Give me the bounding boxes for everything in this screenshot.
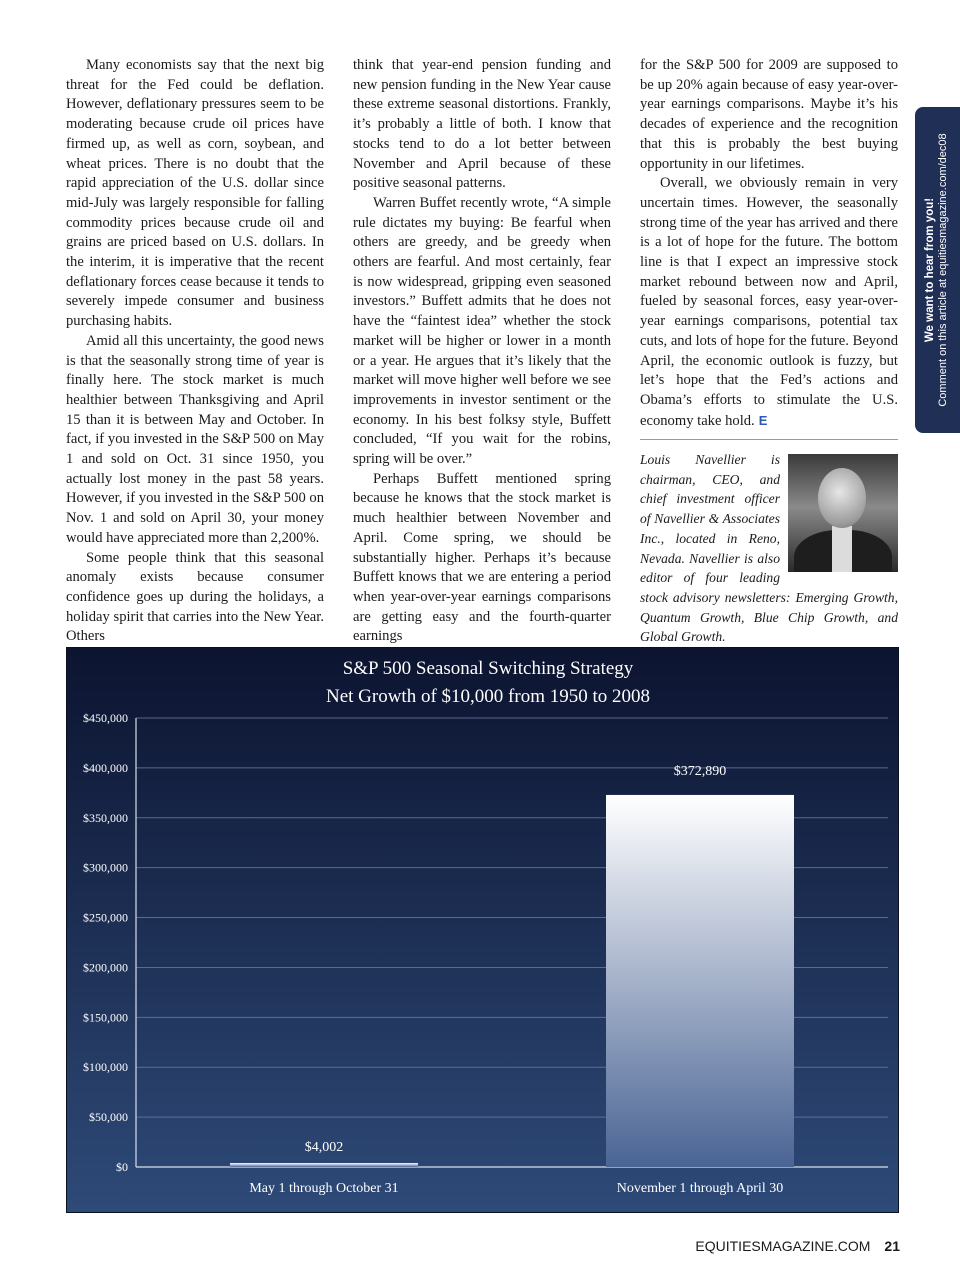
- bar-value-label: $372,890: [673, 763, 727, 779]
- y-tick-label: $400,000: [83, 760, 128, 775]
- y-tick-label: $450,000: [83, 711, 128, 725]
- feedback-link[interactable]: Comment on this article at equitiesmagazine.com/dec08: [937, 133, 949, 407]
- end-of-article-mark: E: [758, 412, 768, 428]
- y-tick-label: $50,000: [89, 1110, 128, 1125]
- bar-value-label: $4,002: [304, 1140, 344, 1156]
- article-paragraph: Amid all this uncertainty, the good news is that the seasonally strong time of year is finally here. The stock market is much healthier between Thanksgiving and April 15 than it is between May and October. In fact, if you invested in the S&P 500 on May 1 and sold on Oct. 31 since 1950, you actually lost money in the past 58 years. However, if you invested in the S&P 500 on Nov. 1 and sold on April 30, your money would have appreciated more than 2,200%.: [66, 332, 324, 546]
- chart-subtitle: Net Growth of $10,000 from 1950 to 2008: [325, 686, 651, 707]
- feedback-heading: We want to hear from you!: [924, 197, 936, 343]
- article-paragraph: Perhaps Buffett mentioned spring because he knows that the stock market is much healthier between November and April. Come spring, we should be substantially higher. Perhaps it’s because Buffett knows that we are entering a period when year-over-year earnings comparisons are getting easy and the fourth-quarter earnings: [353, 470, 611, 645]
- feedback-side-tab[interactable]: [915, 107, 960, 433]
- y-tick-label: $150,000: [83, 1010, 128, 1025]
- chart-canvas: [67, 648, 898, 1212]
- seasonal-strategy-chart: [66, 647, 899, 1213]
- x-category-label: November 1 through April 30: [616, 1181, 784, 1196]
- bio-divider: [640, 439, 898, 440]
- x-category-label: May 1 through October 31: [249, 1181, 399, 1196]
- author-bio: [640, 450, 898, 647]
- y-tick-label: $100,000: [83, 1060, 128, 1075]
- page-footer: [660, 1238, 900, 1254]
- article-paragraph: for the S&P 500 for 2009 are supposed to be up 20% again because of easy year-over-year earnings comparisons. Maybe it’s his decades of experience and the recognition that this is probably the best buying opportunity in our lifetimes.: [640, 57, 898, 172]
- page-number: 21: [884, 1238, 900, 1254]
- article-closing-text: Overall, we obviously remain in very uncertain times. However, the seasonally strong time of the year has arrived and there is a lot of hope for the future. The bottom line is that I expect an impressive stock market rebound between now and April, fueled by seasonal forces, easy year-over-year earnings comparisons, potential tax cuts, and lots of hope for the future. Beyond April, the economic outlook is fuzzy, but let’s hope that the Fed’s actions and Obama’s efforts to stimulate the U.S. economy take hold.: [640, 175, 898, 429]
- chart-title: S&P 500 Seasonal Switching Strategy: [342, 658, 634, 679]
- article-column-1: [66, 56, 324, 647]
- article-paragraph: Some people think that this seasonal anomaly exists because consumer confidence goes up during the holidays, a holiday spirit that carries into the New Year. Others: [66, 549, 324, 645]
- article-column-3: [640, 56, 898, 431]
- y-tick-label: $300,000: [83, 860, 128, 875]
- y-tick-label: $250,000: [83, 910, 128, 925]
- article-column-2: [353, 56, 611, 647]
- bar: [230, 1163, 418, 1167]
- footer-site: EQUITIESMAGAZINE.COM: [695, 1238, 871, 1254]
- y-tick-label: $350,000: [83, 810, 128, 825]
- author-bio-text: Louis Navellier is chairman, CEO, and chief investment officer of Navellier & Associates Inc., located in Reno, Nevada. Navellier is also editor of four leading stock advisory newsletters: Emerging Growth, Quantum Growth, Blue Chip Growth, and Global Growth.: [640, 452, 898, 645]
- y-tick-label: $0: [116, 1160, 128, 1174]
- article-paragraph: Warren Buffet recently wrote, “A simple rule dictates my buying: Be fearful when others are greedy, and be greedy when others are fearful. And most certainly, fear is now widespread, gripping even seasoned investors.” Buffett admits that he does not have the “faintest idea” whether the stock market will be higher or lower in a month or a year. He argues that it’s likely that the market will move higher well before we see improvements in investor sentiment or the economy. In his best folksy style, Buffett concluded, “If you wait for the robins, spring will be over.”: [353, 194, 611, 468]
- article-paragraph: think that year-end pension funding and new pension funding in the New Year cause these extreme seasonal distortions. Frankly, it’s probably a little of both. I know that stocks tend to do a lot better between November and April because of these positive seasonal patterns.: [353, 57, 611, 192]
- article-paragraph: Many economists say that the next big threat for the Fed could be deflation. However, deflationary pressures seem to be moderating because crude oil prices have firmed up, as well as corn, soybean, and wheat prices. There is no doubt that the rapid appreciation of the U.S. dollar since mid-July was largely responsible for falling commodity prices because crude oil and grains are priced based on U.S. dollars. In the interim, it is imperative that the recent deflationary forces cease because it tends to severely impede consumer and business purchasing habits.: [66, 57, 324, 330]
- article-paragraph: [640, 174, 898, 431]
- author-photo: [788, 454, 898, 572]
- bar: [606, 795, 794, 1167]
- y-tick-label: $200,000: [83, 960, 128, 975]
